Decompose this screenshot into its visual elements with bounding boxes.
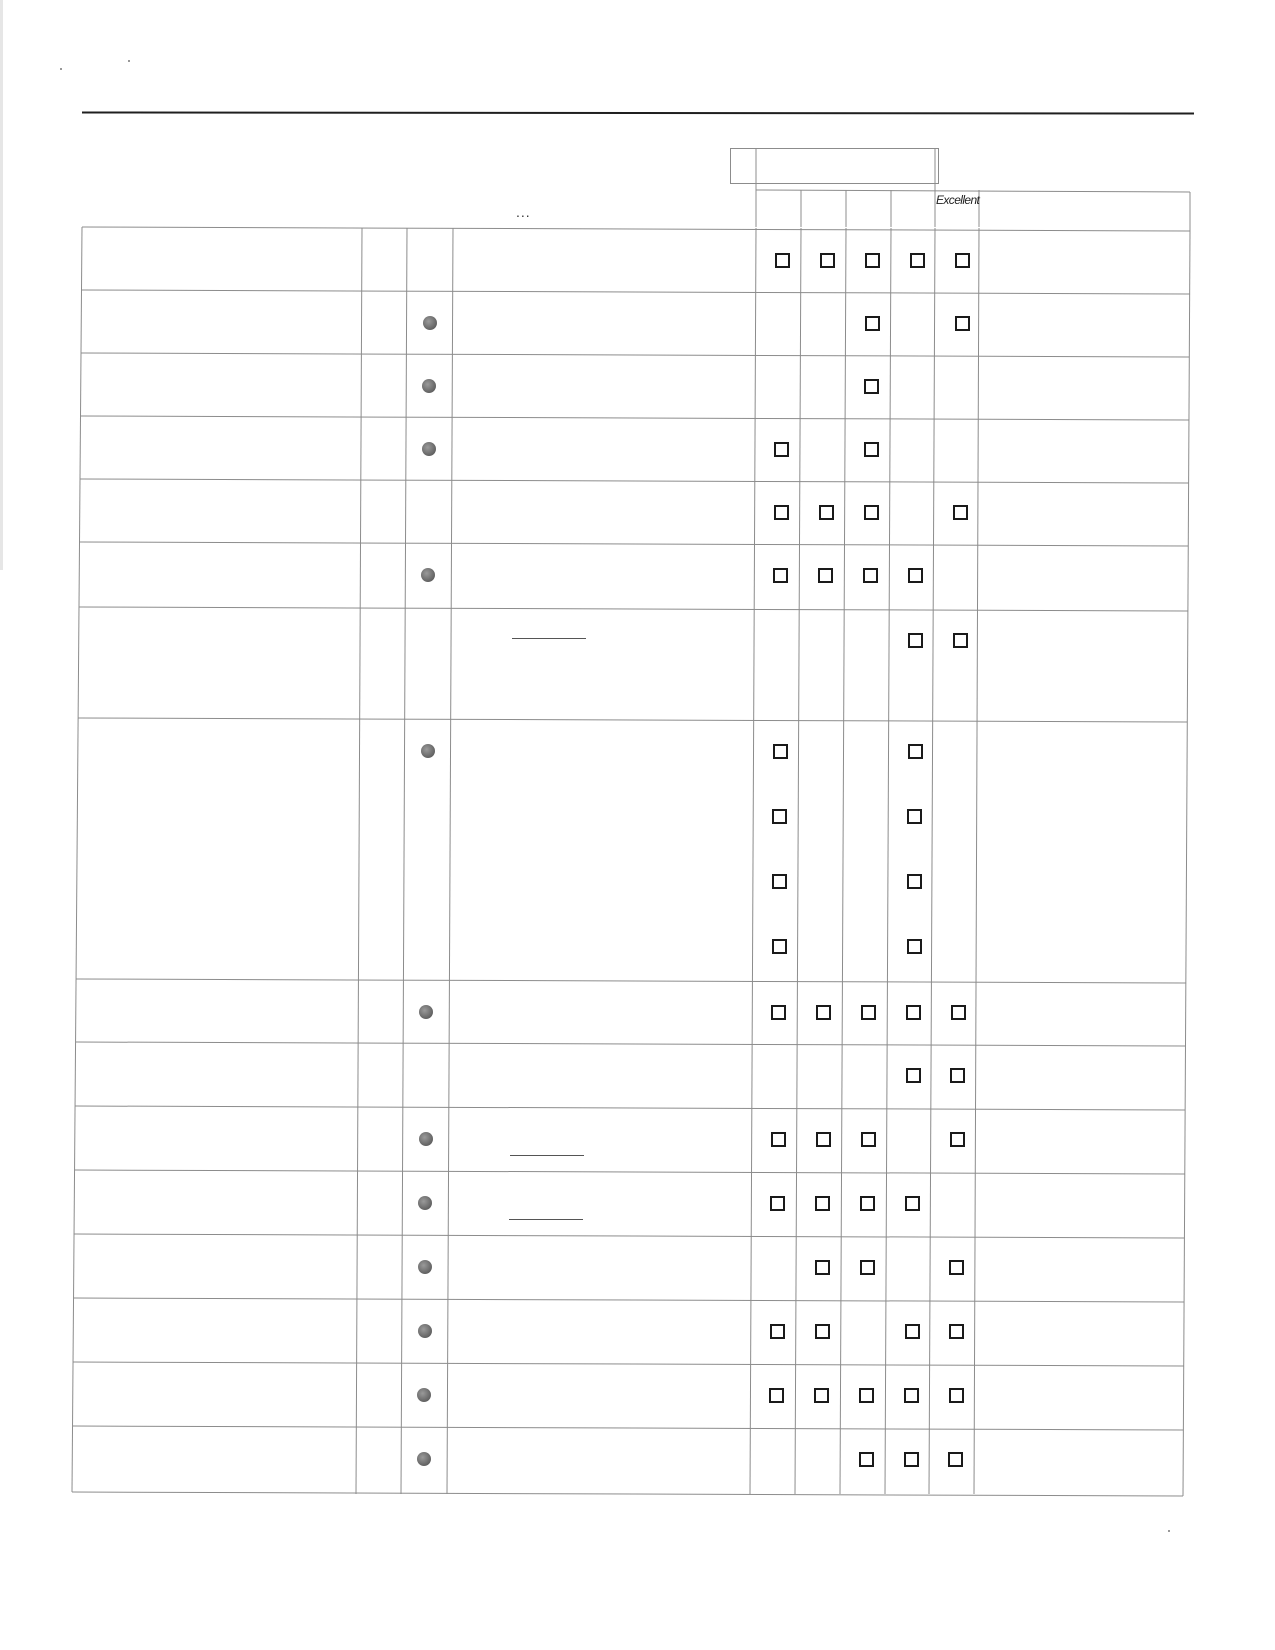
- table-row-line: [75, 1106, 1185, 1110]
- rating-checkbox-2[interactable]: [818, 568, 833, 583]
- rating-checkbox-3[interactable]: [861, 1132, 876, 1147]
- table-column-line: [929, 228, 935, 1494]
- rating-checkbox-5[interactable]: [953, 633, 968, 648]
- rating-checkbox-1[interactable]: [769, 1388, 784, 1403]
- header-top-line: [756, 190, 1190, 192]
- table-row-line: [73, 1426, 1184, 1430]
- rating-checkbox-4[interactable]: [904, 1388, 919, 1403]
- table-row-line: [82, 227, 1190, 231]
- rating-checkbox-1[interactable]: [771, 1005, 786, 1020]
- rating-checkbox-3[interactable]: [864, 379, 879, 394]
- rating-checkbox-3[interactable]: [864, 442, 879, 457]
- table-row-line: [72, 1492, 1183, 1496]
- rating-checkbox-4[interactable]: [907, 939, 922, 954]
- table-row-line: [80, 542, 1189, 546]
- table-row-line: [73, 1362, 1184, 1366]
- rating-checkbox-2[interactable]: [816, 1132, 831, 1147]
- table-row-line: [79, 607, 1188, 611]
- rating-checkbox-1[interactable]: [775, 253, 790, 268]
- rating-checkbox-2[interactable]: [815, 1260, 830, 1275]
- status-bullet-icon: [418, 1324, 432, 1338]
- status-bullet-icon: [418, 1260, 432, 1274]
- header-ellipsis: ...: [516, 204, 531, 220]
- rating-checkbox-1[interactable]: [773, 744, 788, 759]
- rating-checkbox-3[interactable]: [860, 1260, 875, 1275]
- rating-checkbox-5[interactable]: [949, 1260, 964, 1275]
- rating-checkbox-2[interactable]: [819, 505, 834, 520]
- rating-checkbox-2[interactable]: [820, 253, 835, 268]
- table-row-line: [82, 290, 1190, 294]
- rating-checkbox-5[interactable]: [949, 1324, 964, 1339]
- table-row-line: [76, 979, 1186, 983]
- rating-checkbox-4[interactable]: [905, 1196, 920, 1211]
- table-row-line: [81, 416, 1189, 420]
- rating-checkbox-5[interactable]: [955, 316, 970, 331]
- rating-checkbox-4[interactable]: [908, 744, 923, 759]
- rating-checkbox-3[interactable]: [865, 253, 880, 268]
- rating-checkbox-3[interactable]: [865, 316, 880, 331]
- rating-checkbox-2[interactable]: [815, 1324, 830, 1339]
- scan-speck: [1168, 1530, 1170, 1532]
- table-column-line: [885, 228, 891, 1494]
- table-left-border: [72, 227, 82, 1492]
- status-bullet-icon: [421, 744, 435, 758]
- rating-checkbox-3[interactable]: [859, 1452, 874, 1467]
- fill-in-blank-line[interactable]: [510, 1155, 584, 1156]
- rating-checkbox-2[interactable]: [814, 1388, 829, 1403]
- fill-in-blank-line[interactable]: [509, 1219, 583, 1220]
- rating-checkbox-5[interactable]: [950, 1068, 965, 1083]
- rating-checkbox-1[interactable]: [772, 939, 787, 954]
- table-row-line: [74, 1298, 1185, 1302]
- rating-checkbox-5[interactable]: [950, 1132, 965, 1147]
- table-column-line: [447, 228, 453, 1494]
- rating-checkbox-1[interactable]: [774, 505, 789, 520]
- rating-checkbox-4[interactable]: [906, 1005, 921, 1020]
- rating-checkbox-5[interactable]: [953, 505, 968, 520]
- scan-speck: [60, 68, 62, 70]
- rating-checkbox-5[interactable]: [949, 1388, 964, 1403]
- status-bullet-icon: [419, 1132, 433, 1146]
- table-column-line: [795, 228, 801, 1494]
- table-column-line: [974, 228, 979, 1494]
- rating-checkbox-2[interactable]: [816, 1005, 831, 1020]
- rating-checkbox-1[interactable]: [772, 809, 787, 824]
- rating-checkbox-3[interactable]: [864, 505, 879, 520]
- rating-checkbox-3[interactable]: [860, 1196, 875, 1211]
- fill-in-blank-line[interactable]: [512, 638, 586, 639]
- rating-checkbox-3[interactable]: [859, 1388, 874, 1403]
- table-row-line: [78, 718, 1187, 722]
- rating-checkbox-4[interactable]: [907, 809, 922, 824]
- rating-checkbox-1[interactable]: [774, 442, 789, 457]
- table-column-line: [401, 228, 407, 1494]
- rating-checkbox-1[interactable]: [771, 1132, 786, 1147]
- rating-checkbox-4[interactable]: [907, 874, 922, 889]
- table-column-line: [750, 228, 756, 1494]
- rating-checkbox-1[interactable]: [772, 874, 787, 889]
- rating-checkbox-5[interactable]: [951, 1005, 966, 1020]
- rating-checkbox-4[interactable]: [906, 1068, 921, 1083]
- table-row-line: [76, 1042, 1186, 1046]
- rating-checkbox-5[interactable]: [948, 1452, 963, 1467]
- rating-checkbox-1[interactable]: [773, 568, 788, 583]
- table-row-line: [75, 1170, 1185, 1174]
- rating-checkbox-1[interactable]: [770, 1196, 785, 1211]
- rating-checkbox-2[interactable]: [815, 1196, 830, 1211]
- rating-checkbox-4[interactable]: [904, 1452, 919, 1467]
- rating-checkbox-3[interactable]: [863, 568, 878, 583]
- rating-checkbox-4[interactable]: [910, 253, 925, 268]
- rating-checkbox-1[interactable]: [770, 1324, 785, 1339]
- rating-label-excellent: Excellent: [936, 193, 980, 207]
- rating-checkbox-4[interactable]: [908, 633, 923, 648]
- table-column-line: [356, 228, 362, 1494]
- rating-checkbox-3[interactable]: [861, 1005, 876, 1020]
- table-right-border: [1183, 231, 1190, 1496]
- table-column-line: [840, 228, 846, 1494]
- table-row-line: [81, 353, 1189, 357]
- status-bullet-icon: [423, 316, 437, 330]
- status-bullet-icon: [422, 442, 436, 456]
- table-row-line: [74, 1234, 1184, 1238]
- rating-checkbox-4[interactable]: [908, 568, 923, 583]
- rating-checkbox-5[interactable]: [955, 253, 970, 268]
- table-row-line: [80, 479, 1189, 483]
- rating-checkbox-4[interactable]: [905, 1324, 920, 1339]
- scan-speck: [128, 60, 130, 62]
